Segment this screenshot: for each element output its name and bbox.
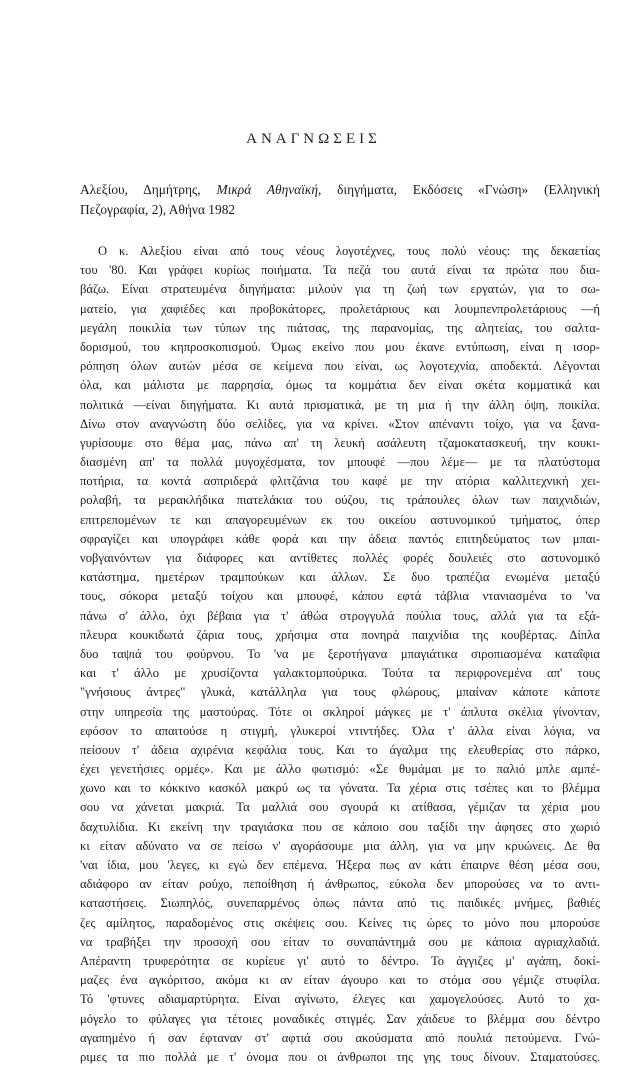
citation-author: Αλεξίου, Δημήτρης,: [80, 182, 217, 197]
citation-line-2: Πεζογραφία, 2), Αθήνα 1982: [80, 202, 236, 217]
body-line: νοβγαινόντων για διάφορες και αντίθετες πολλές φορές δουλειές στο αστυνομικό: [80, 551, 600, 565]
citation-line-1: [80, 180, 600, 200]
body-line: "γνήσιους άντρες" γλυκά, κατάλληλα για τους φλώρους, μπαίναν κάποτε κάποτε: [80, 685, 600, 700]
citation-details: , διηγήματα, Εκδόσεις «Γνώση» (Ελληνική: [318, 182, 600, 197]
body-line: ρολαβή, τα μερακλήδικα πιατελάκια του ούζου, τις τράπουλες όλων των παιχνιδιών,: [80, 493, 600, 508]
body-line: καταστήσεις. Σιωπηλός, συνεπαρμένος όπως πάντα από τις παιδικές μνήμες, βαθιές: [80, 896, 600, 911]
body-line: του '80. Και γράφει κυρίως ποιήματα. Τα πεζά του αυτά είναι τα πρώτα που δια-: [80, 263, 600, 278]
body-line: να τραβήξει την προσοχή σου είταν το συναπάντημά σου με κάποια αγριαχλαδιά.: [80, 934, 600, 949]
body-line: Ο κ. Αλεξίου είναι από τους νέους λογοτέχνες, τους πολύ νέους: της δεκαετίας: [98, 244, 600, 258]
body-line: 'ναι ίδια, μου 'λεγες, κι εγώ δεν επέμενα. Ήξερα πως αν κάτι έπαιρνε θέση μέσα σου,: [80, 858, 600, 872]
body-line: δυο ταψιά του φούρνου. Το 'να με ξεροτήγανα μπαγιάτικα σιροπιασμένα καταΐφια: [80, 646, 600, 661]
body-line: έχει γενετήσιες ορμές». Και με άλλο φωτισμό: «Σε θυμάμαι με το παλιό μπλε αμπέ-: [80, 762, 600, 777]
body-line: επιτρεπομένων τε και απαγορευμένων εκ του οικείου αστυνομικού τμήματος, όπερ: [80, 512, 600, 527]
body-line: δαχτυλίδια. Κι εκείνη την τραγιάσκα που σε κάποιο σου ταξίδι την άφησες στο χωριό: [80, 819, 600, 834]
section-title: ΑΝΑΓΝΩΣΕΙΣ: [246, 131, 381, 147]
review-body: [80, 242, 600, 1067]
body-line: και τ' άλλο με χρυσίζοντα γαλακτομπούρικα. Τούτα τα περιφρονεμένα απ' τους: [80, 666, 600, 681]
body-line: μαζες ένα αγκόριτσο, ακόμα κι αν είταν άγουρο και το στόμα σου γέμιζε στυφίλα.: [80, 973, 600, 988]
body-line: πλευρα κουκιδωτά ζάρια τους, χρήσιμα στα πονηρά παιχνίδια της κουβέρτας. Δίπλα: [80, 627, 600, 642]
body-line: πάνω σ' άλλο, όχι βέβαια για τ' άθώα στρογγυλά πούλια τους, αλλά για τα εξά-: [80, 608, 600, 623]
body-line: χωνο και το κόκκινο κασκόλ μακρύ ως τα γόνατα. Τα χέρια στις τσέπες και το βλέμμα: [80, 781, 600, 796]
body-line: ματείο, για χαφιέδες και προβοκάτορες, προλετάριους και λουμπενπρολετάριους —ή: [80, 301, 600, 316]
body-line: αγαπημένο ή σαν έφταναν στ' αφτιά σου ακούσματα από πουλιά πετούμενα. Γνώ-: [80, 1030, 600, 1045]
body-line: κατάστημα, ημετέρων τραμπούκων και άλλων. Σε δυο τραπέζια ενωμένα μεταξύ: [80, 570, 600, 585]
body-line: σου να χάνεται μακριά. Τα μαλλιά σου σγουρά κι ατίθασα, γέμιζαν τα χέρια μου: [80, 800, 600, 815]
book-citation: [80, 180, 600, 220]
body-line: Απέραντη τρυφερότητα σε κυρίευε γι' αυτό το δέντρο. Το άγγιζες μ' αγάπη, δοκί-: [80, 953, 600, 968]
body-line: όλα, και μάλιστα με παρρησία, όμως τα κομμάτια δεν είναι σκέτα κομματικά και: [80, 378, 600, 393]
body-line: Δίνω στον αναγνώστη δύο σελίδες, για να κρίνει. «Στον απέναντι τοίχο, για να ξανα-: [80, 416, 600, 431]
body-line: τους, σόκορα μεταξύ τοίχου και μπουφέ, κάπου εφτά τάβλια ντανιασμένα το 'να: [80, 589, 600, 604]
body-line: δορισμού, του κηπροσκοπισμού. Όμως εκείνο που μου έκανε εντύπωση, είναι η ισορ-: [80, 339, 600, 354]
body-line: σφραγίζει και υπογράφει κάθε φορά και την άδεια παντός επιτηδεύματος των μπαι-: [80, 531, 600, 546]
body-line: γυρίσουμε στο θέμα μας, πάνω απ' τη λευκή ασάλευτη τζαμοκατασκευή, την κουκι-: [80, 435, 600, 450]
body-line: ζες αμίλητος, παραδομένος στις σκέψεις σου. Κείνες τις ώρες το μόνο που μπορούσε: [80, 915, 600, 930]
body-line: ριμες τα πιο πολλά με τ' όνομα που οι άνθρωποι της γης τους δίνουν. Σταματούσες.: [80, 1049, 600, 1064]
body-line: πείσουν τ' άδεια αχιρένια κεφάλια τους. Και το άγαλμα της ελευθερίας στο πάρκο,: [80, 742, 600, 757]
body-line: ποτήρια, τα κοντά ασπριδερά φλιτζάνια του καφέ με την ατόρια καλλιτεχνική χει-: [80, 474, 600, 489]
body-line: εφόσον το απαιτούσε η στιγμή, γλυκεροί ντιντήδες. Όλα τ' άλλα είναι λόγια, να: [80, 723, 600, 738]
citation-book-title: Μικρά Αθηναϊκή: [216, 182, 318, 197]
body-line: βάζω. Είναι στρατευμένα διηγήματα: μιλούν για τη ζωή των εργατών, για το σω-: [80, 282, 600, 297]
body-line: κι είταν αδύνατο να σε πείσω ν' αγοράσουμε μια άλλη, για να μην κρυώνεις. Δε θα: [80, 838, 600, 853]
body-line: αδιάφορο αν είταν ρούχο, πεποίθηση ή άνθρωπος, εύκολα δεν μπορούσες να το αντι-: [80, 877, 600, 892]
body-line: στην υπηρεσία της μαστούρας. Τότε οι σκληροί μάγκες με τ' άπλυτα σκέλια γίνονταν,: [80, 704, 600, 719]
body-line: ρόπηση όλων αυτών μέσα σε κείμενα που είναι, ως λογοτεχνία, αποδεκτά. Λέγονται: [80, 359, 600, 374]
body-line: μεγάλη ποικιλία των τύπων της πιάτσας, της παρανομίας, της αλητείας, του σαλτα-: [80, 320, 600, 335]
body-line: Τό 'φτυνες αδιαμαρτύρητα. Είναι αγίνωτο, έλεγες και χαμογελούσες. Αυτό το χα-: [80, 992, 600, 1007]
body-line: πολιτικά —είναι διηγήματα. Κι αυτά πρισματικά, με τη μια ή την άλλη όψη, ποικίλα.: [80, 397, 600, 412]
body-line: μόγελο το φύλαγες για τέτοιες μοναδικές στιγμές. Σαν χάιδευε το βλέμμα σου δέντρο: [80, 1011, 600, 1026]
body-line: διασμένη απ' τα πολλά μυγοχέσματα, τον μπουφέ —που λέμε— με τα πλατύστομα: [80, 455, 600, 470]
